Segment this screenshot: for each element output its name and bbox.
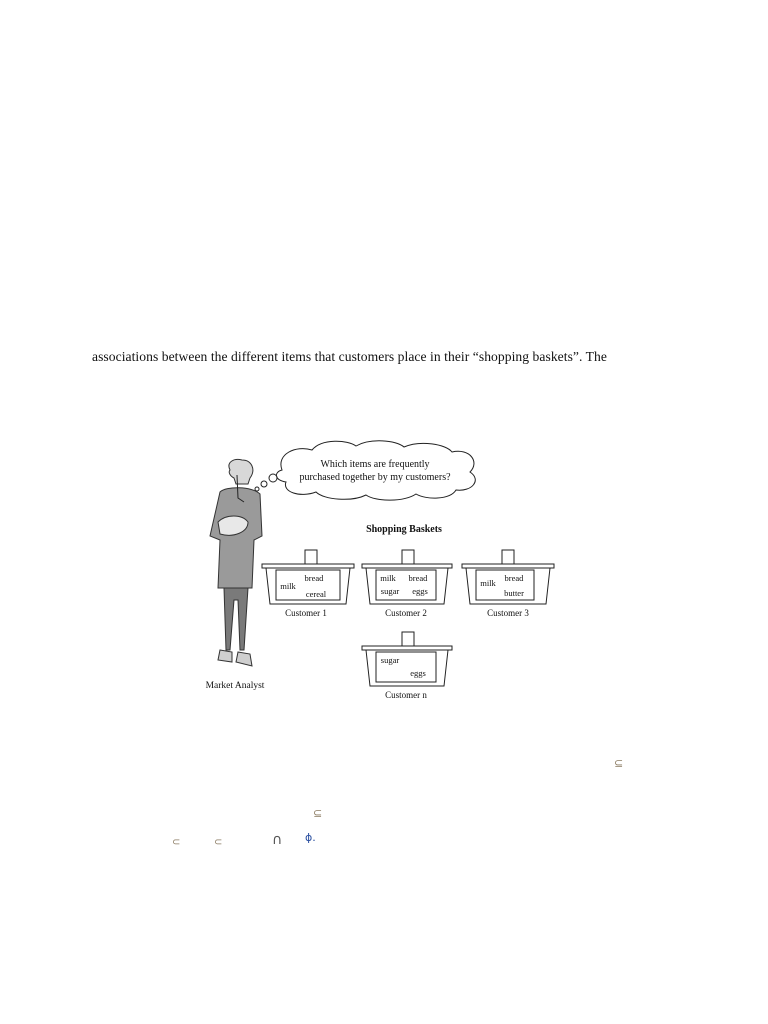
- basket-customer-2: [362, 550, 452, 604]
- basket-2-item-3: sugar: [380, 586, 400, 596]
- basket-3-item-3: butter: [504, 588, 524, 598]
- thought-line-1: Which items are frequently: [320, 459, 430, 470]
- basket-n-item-1: sugar: [380, 655, 400, 665]
- basket-2-customer: Customer 2: [385, 608, 427, 618]
- shopping-baskets-heading: Shopping Baskets: [366, 524, 442, 535]
- basket-1-customer: Customer 1: [285, 608, 327, 618]
- basket-2-item-4: eggs: [412, 586, 428, 596]
- basket-n-item-2: eggs: [410, 668, 426, 678]
- basket-n-customer: Customer n: [385, 690, 427, 700]
- subseteq-symbol-2: ⊆: [313, 807, 323, 820]
- basket-1-item-2: milk: [280, 581, 296, 591]
- subset-symbol-2: ⊂: [214, 837, 223, 848]
- subset-symbol-1: ⊂: [172, 837, 181, 848]
- thought-line-2: purchased together by my customers?: [299, 472, 451, 483]
- analyst-label: Market Analyst: [205, 681, 265, 691]
- market-basket-illustration: [190, 440, 570, 710]
- subseteq-symbol-1: ⊆: [614, 757, 624, 770]
- basket-1-item-3: cereal: [305, 589, 327, 599]
- thought-bubble: [255, 441, 475, 500]
- intersection-symbol: ∩: [272, 832, 283, 848]
- basket-3-item-1: bread: [504, 573, 524, 583]
- body-text-line: associations between the different items that customers place in their “shopping baskets”. The: [92, 349, 607, 364]
- basket-3-item-2: milk: [480, 578, 496, 588]
- basket-3-customer: Customer 3: [487, 608, 529, 618]
- basket-1-item-1: bread: [304, 573, 324, 583]
- empty-set-symbol: ϕ.: [305, 831, 316, 844]
- basket-2-item-2: bread: [408, 573, 428, 583]
- basket-2-item-1: milk: [380, 573, 396, 583]
- basket-customer-n: [362, 632, 452, 686]
- market-analyst-drawing: [210, 459, 262, 666]
- market-basket-figure: [190, 440, 570, 710]
